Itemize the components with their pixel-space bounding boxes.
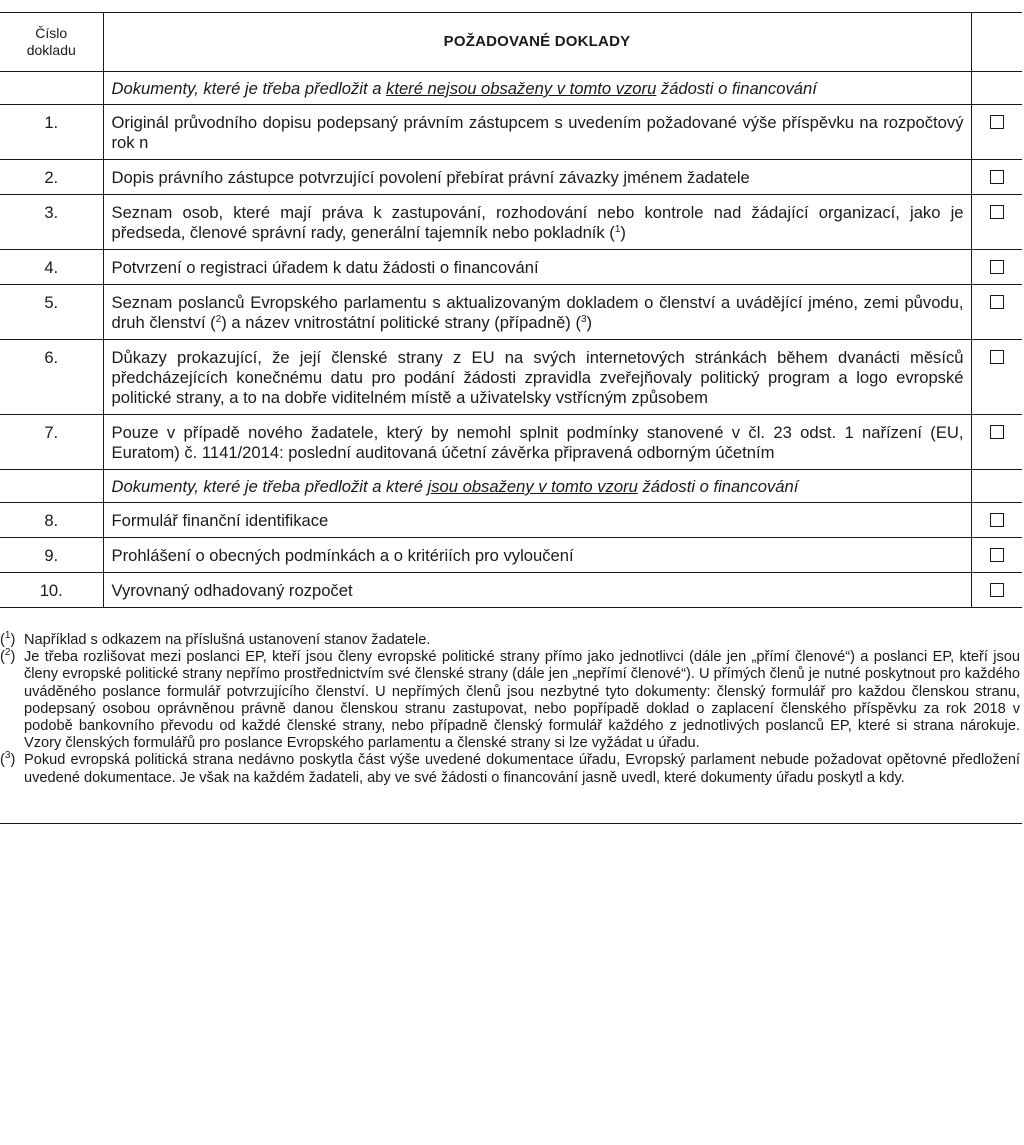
footnote-marker-close: ) bbox=[10, 752, 16, 769]
item-number: 5. bbox=[0, 285, 103, 340]
footnote bbox=[0, 632, 1022, 649]
item-number: 7. bbox=[0, 415, 103, 470]
checkbox-cell bbox=[971, 250, 1022, 285]
item-number: 4. bbox=[0, 250, 103, 285]
item-description: Originál průvodního dopisu podepsaný právním zástupcem s uvedením požadované výše příspěvku na rozpočtový rok n bbox=[103, 105, 971, 160]
footnote-text: Například s odkazem na příslušná ustanovení stanov žadatele. bbox=[24, 632, 431, 648]
table-row bbox=[0, 538, 1022, 573]
checkbox-cell bbox=[971, 538, 1022, 573]
section-heading-underlined: které nejsou obsaženy v tomto vzoru bbox=[386, 79, 657, 98]
item-description bbox=[103, 285, 971, 340]
table-row bbox=[0, 160, 1022, 195]
checkbox[interactable] bbox=[990, 295, 1004, 309]
section-heading-text: žádosti o financování bbox=[637, 477, 799, 496]
checkbox[interactable] bbox=[990, 205, 1004, 219]
footnote-reference: 2 bbox=[215, 314, 222, 325]
item-number: 3. bbox=[0, 195, 103, 250]
section-heading-underlined: jsou obsaženy v tomto vzoru bbox=[427, 477, 638, 496]
documents-table-wrapper bbox=[0, 12, 1022, 608]
footnote-marker bbox=[0, 649, 24, 752]
section-heading-text: Dokumenty, které je třeba předložit a které bbox=[111, 477, 428, 496]
footnote-marker-open: ( bbox=[0, 632, 5, 648]
table-row bbox=[0, 503, 1022, 538]
checkbox-cell bbox=[971, 105, 1022, 160]
checkbox-cell bbox=[971, 340, 1022, 415]
item-number: 9. bbox=[0, 538, 103, 573]
table-header-row bbox=[0, 13, 1022, 72]
footnote-text: Pokud evropská politická strana nedávno poskytla část výše uvedené dokumentace úřadu, Evropský parlament nebude požadovat opětovné předložení uvedené dokumentace. Je však na každém žadateli, aby ve své žádosti o financování jasně uvedl, které dokumenty úřadu poskytl a kdy. bbox=[24, 752, 1020, 786]
section-heading-not-included bbox=[103, 72, 971, 105]
checkbox[interactable] bbox=[990, 425, 1004, 439]
footnote-marker-number: 3 bbox=[4, 750, 11, 762]
item-description: Dopis právního zástupce potvrzující povolení přebírat právní závazky jménem žadatele bbox=[103, 160, 971, 195]
checkbox[interactable] bbox=[990, 260, 1004, 274]
footnote-marker-close: ) bbox=[10, 632, 16, 648]
checkbox[interactable] bbox=[990, 583, 1004, 597]
footnote-reference: 3 bbox=[580, 314, 587, 325]
section-heading-row bbox=[0, 470, 1022, 503]
checkbox-cell bbox=[971, 195, 1022, 250]
item-number: 6. bbox=[0, 340, 103, 415]
table-row bbox=[0, 195, 1022, 250]
footnote-marker bbox=[0, 752, 24, 786]
section-checkbox-cell bbox=[971, 72, 1022, 105]
checkbox[interactable] bbox=[990, 115, 1004, 129]
checkbox-cell bbox=[971, 160, 1022, 195]
table-row bbox=[0, 250, 1022, 285]
item-number: 8. bbox=[0, 503, 103, 538]
checkbox-column-header bbox=[971, 13, 1022, 72]
item-description bbox=[103, 195, 971, 250]
item-description: Vyrovnaný odhadovaný rozpočet bbox=[103, 573, 971, 608]
footnote-marker bbox=[0, 632, 24, 649]
checkbox-cell bbox=[971, 285, 1022, 340]
section-heading-row bbox=[0, 72, 1022, 105]
checkbox-cell bbox=[971, 415, 1022, 470]
number-column-header bbox=[0, 13, 103, 72]
footnote bbox=[0, 649, 1022, 752]
item-number: 2. bbox=[0, 160, 103, 195]
number-header-line2: dokladu bbox=[26, 42, 76, 58]
checkbox-cell bbox=[971, 573, 1022, 608]
footnote bbox=[0, 752, 1022, 786]
table-row bbox=[0, 105, 1022, 160]
footnote-text: Je třeba rozlišovat mezi poslanci EP, kteří jsou členy evropské politické strany přímo jako jednotlivci (dále jen „přímí členové“) a poslanci EP, kteří jsou členy evropské politické strany nepřímo prostřednictvím své členské strany (dále jen „nepřímí členové“). U přímých členů je nutné poskytnout pro každého uváděného poslance formulář potvrzujícího členství. U nepřímých členů jsou nezbytné tyto dokumenty: členský formulář pro každou členskou stranu, podepsaný osobou oprávněnou právně danou členskou stranu zastupovat, nebo popřípadě doklad o zaplacení členského příspěvku za rok 2018 v podobě bankovního převodu od každé členské strany, nebo případně členský formulář každého z jednotlivých poslanců EP, které si strana nárokuje. Vzory členských formulářů pro poslance Evropského parlamentu a členské strany si lze vyžádat u úřadu. bbox=[24, 649, 1020, 752]
footnotes bbox=[0, 632, 1022, 787]
footnote-marker-close: ) bbox=[10, 649, 16, 666]
number-header-line1: Číslo bbox=[35, 25, 68, 41]
footnote-marker-open: ( bbox=[0, 752, 5, 769]
item-description: Pouze v případě nového žadatele, který by nemohl splnit podmínky stanovené v čl. 23 odst. 1 nařízení (EU, Euratom) č. 1141/2014: poslední auditovaná účetní závěrka připravená odborným účetním bbox=[103, 415, 971, 470]
section-number-cell bbox=[0, 72, 103, 105]
footnote-marker-number: 2 bbox=[4, 647, 11, 659]
item-description: Formulář finanční identifikace bbox=[103, 503, 971, 538]
section-number-cell bbox=[0, 470, 103, 503]
table-row bbox=[0, 415, 1022, 470]
item-text: ) bbox=[620, 223, 626, 242]
checkbox[interactable] bbox=[990, 513, 1004, 527]
item-description: Potvrzení o registraci úřadem k datu žádosti o financování bbox=[103, 250, 971, 285]
item-number: 1. bbox=[0, 105, 103, 160]
section-heading-text: žádosti o financování bbox=[656, 79, 817, 98]
item-text: ) a název vnitrostátní politické strany (případně) ( bbox=[221, 313, 581, 332]
item-number: 10. bbox=[0, 573, 103, 608]
item-description: Prohlášení o obecných podmínkách a o kritériích pro vyloučení bbox=[103, 538, 971, 573]
footnote-marker-open: ( bbox=[0, 649, 5, 666]
footnote-reference: 1 bbox=[614, 224, 621, 235]
checkbox[interactable] bbox=[990, 170, 1004, 184]
section-heading-text: Dokumenty, které je třeba předložit a bbox=[111, 79, 387, 98]
table-row bbox=[0, 340, 1022, 415]
checkbox[interactable] bbox=[990, 350, 1004, 364]
item-text: Seznam osob, které mají práva k zastupování, rozhodování nebo kontrole nad žádající organizací, jako je předseda, členové správní rady, generální tajemník nebo pokladník ( bbox=[111, 203, 964, 242]
footnotes-bottom-rule bbox=[0, 823, 1022, 824]
table-row bbox=[0, 285, 1022, 340]
item-description: Důkazy prokazující, že její členské strany z EU na svých internetových stránkách během dvanácti měsíců předcházejících konečnému datu pro podání žádosti zpravidla zveřejňovaly politický program a logo evropské politické strany, a to na dobře viditelném místě a uživatelsky vstřícným způsobem bbox=[103, 340, 971, 415]
item-text: ) bbox=[586, 313, 593, 332]
checkbox-cell bbox=[971, 503, 1022, 538]
footnote-marker-number: 1 bbox=[4, 630, 11, 641]
section-checkbox-cell bbox=[971, 470, 1022, 503]
table-title: POŽADOVANÉ DOKLADY bbox=[103, 13, 971, 72]
required-documents-table bbox=[0, 12, 1022, 608]
section-heading-included bbox=[103, 470, 971, 503]
table-row bbox=[0, 573, 1022, 608]
item-text: Seznam poslanců Evropského parlamentu s aktualizovaným dokladem o členství a uvádějící jméno, zemi původu, druh členství ( bbox=[111, 293, 964, 332]
checkbox[interactable] bbox=[990, 548, 1004, 562]
